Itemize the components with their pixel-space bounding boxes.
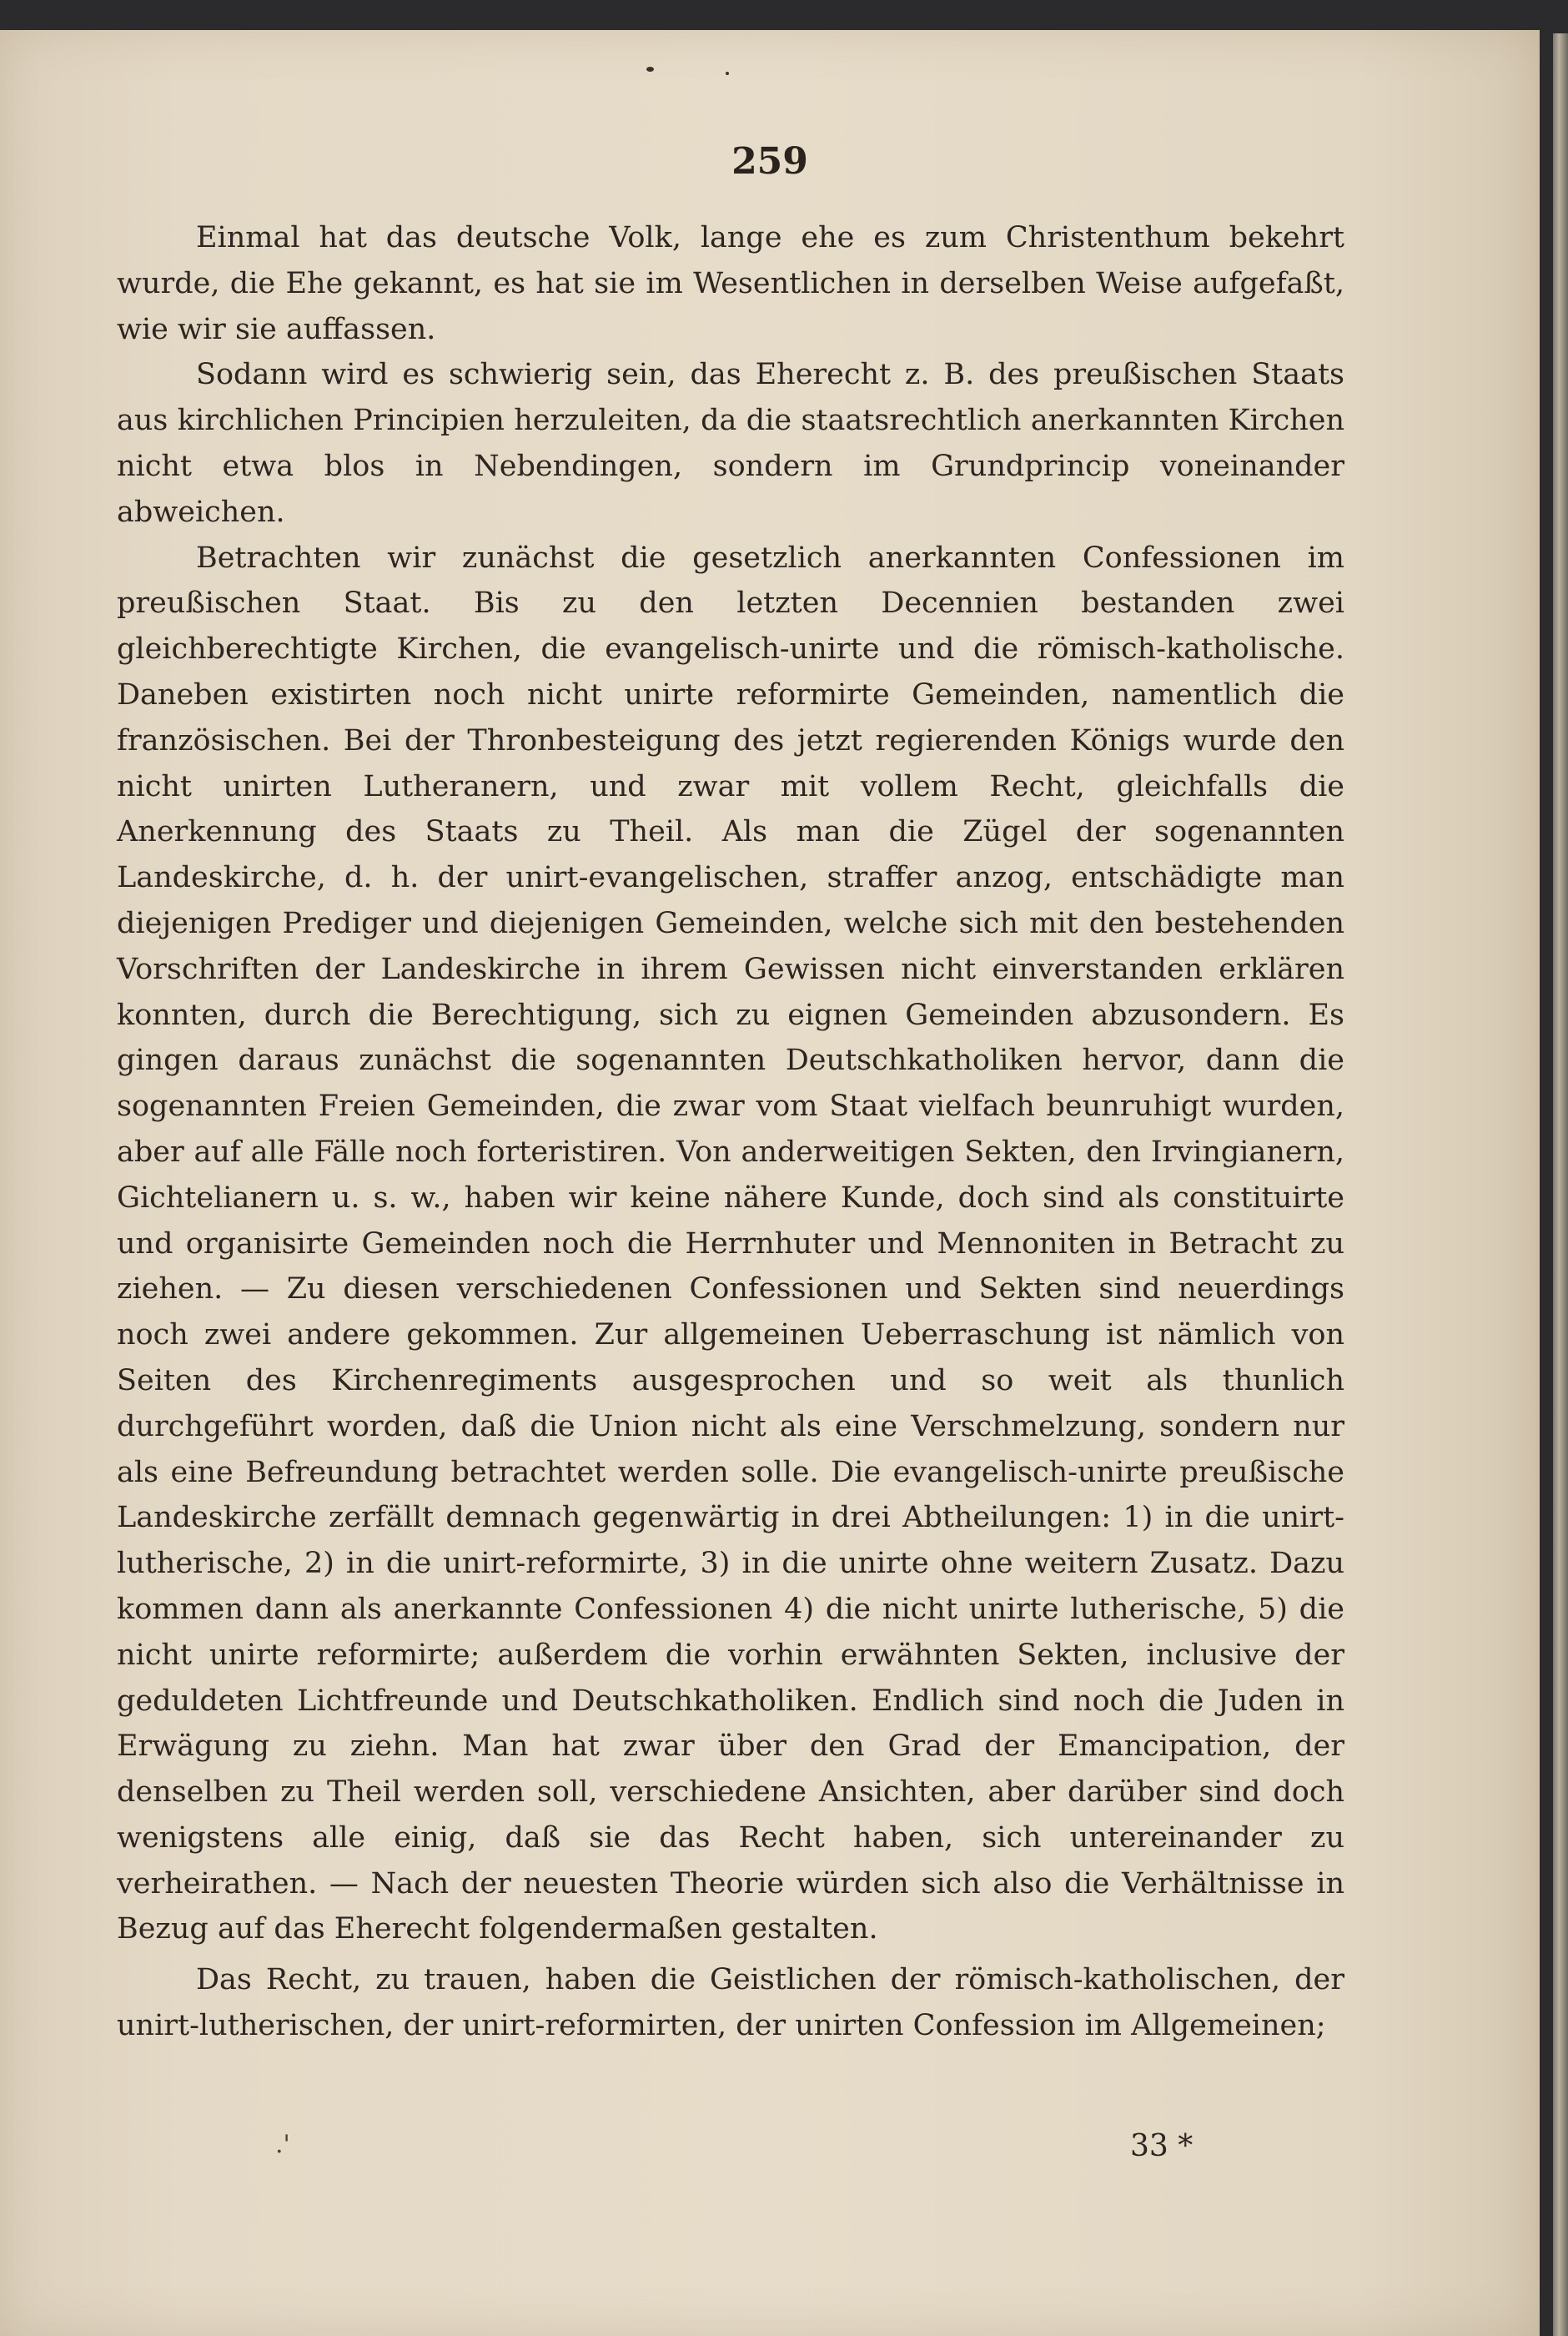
paragraph-2: Sodann wird es schwierig sein, das Eherecht z. B. des preußischen Staats aus kirchlichen Principien herzuleiten, da die staatsrechtlich anerkannten Kirchen nicht etwa blos in Nebendingen, sondern im Grundprincip voneinander abweichen. <box>117 358 1344 529</box>
paragraph-3: Betrachten wir zunächst die gesetzlich anerkannten Confessionen im preußischen Staat. Bis zu den letzten Decennien bestanden zwei gleichberechtigte Kirchen, die evangelisch-unirte und die römisch-katholische. Daneben existirten noch nicht unirte reformirte Gemeinden, namentlich die französischen. Bei der Thronbesteigung des jetzt regierenden Königs wurde den nicht unirten Lutheranern, und zwar mit vollem Recht, gleichfalls die Anerkennung des Staats zu Theil. Als man die Zügel der sogenannten Landeskirche, d. h. der unirt-evangelischen, straffer anzog, entschädigte man diejenigen Prediger und diejenigen Gemeinden, welche sich mit den bestehenden Vorschriften der Landeskirche in ihrem Gewissen nicht einverstanden erklären konnten, durch die Berechtigung, sich zu eignen Gemeinden abzusondern. Es gingen daraus zunächst die sogenannten Deutschkatholiken hervor, dann die sogenannten Freien Gemeinden, die zwar vom Staat vielfach beunruhigt wurden, aber auf alle Fälle noch forteristiren. Von anderweitigen Sekten, den Irvingianern, Gichtelianern u. s. w., haben wir keine nähere Kunde, doch sind als constituirte und organisirte Gemeinden noch die Herrnhuter und Mennoniten in Betracht zu ziehen. — Zu diesen verschiedenen Confessionen und Sekten sind neuerdings noch zwei andere gekommen. Zur allgemeinen Ueberraschung ist nämlich von Seiten des Kirchenregiments ausgesprochen und so weit als thunlich durchgeführt worden, daß die Union nicht als eine Verschmelzung, sondern nur als eine Befreundung betrachtet werden solle. Die evangelisch-unirte preußische Landeskirche zerfällt demnach gegenwärtig in drei Abtheilungen: 1) in die unirt-lutherische, 2) in die unirt-reformirte, 3) in die unirte ohne weitern Zusatz. Dazu kommen dann als anerkannte Confessionen 4) die nicht unirte lutherische, 5) die nicht unirte reformirte; außerdem die vorhin erwähnten Sekten, inclusive der geduldeten Lichtfreunde und Deutschkatholiken. Endlich sind noch die Juden in Erwägung zu ziehn. Man hat zwar über den Grad der Emancipation, der denselben zu Theil werden soll, verschiedene Ansichten, aber darüber sind doch wenigstens alle einig, daß sie das Recht haben, sich untereinander zu verheirathen. — Nach der neuesten Theorie würden sich also die Verhältnisse in Bezug auf das Eherecht folgendermaßen gestalten. <box>117 541 1344 1946</box>
ink-speck <box>726 72 729 75</box>
page-number: 259 <box>731 140 808 183</box>
ink-speck <box>646 67 654 72</box>
page-edge <box>1553 33 1568 2336</box>
paragraph-4: Das Recht, zu trauen, haben die Geistlichen der römisch-katholischen, der unirt-lutherischen, der unirt-reformirten, der unirten Confession im Allgemeinen; <box>117 1963 1344 2043</box>
body-text <box>117 215 1344 2049</box>
paragraph-1: Einmal hat das deutsche Volk, lange ehe es zum Christenthum bekehrt wurde, die Ehe gekannt, es hat sie im Wesentlichen in derselben Weise aufgefaßt, wie wir sie auffassen. <box>117 221 1344 346</box>
margin-mark: .' <box>275 2130 290 2159</box>
printer-signature: 33 * <box>1130 2129 1194 2163</box>
